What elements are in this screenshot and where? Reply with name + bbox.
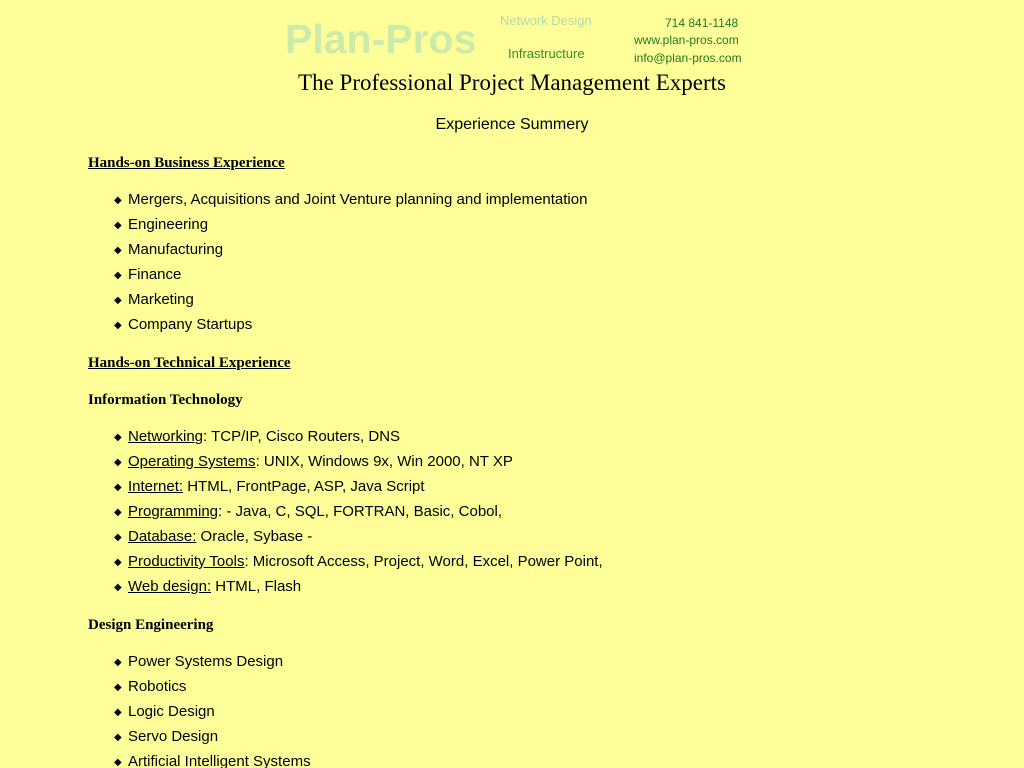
list-item [114, 652, 311, 677]
list-item [114, 677, 311, 702]
list-item [114, 452, 603, 477]
diamond-bullet-icon: ◆ [114, 757, 122, 768]
list-item [114, 315, 587, 340]
design-heading: Design Engineering [88, 617, 214, 633]
list-item-text: Engineering [128, 216, 209, 233]
list-item-text: Finance [128, 266, 182, 283]
diamond-bullet-icon: ◆ [114, 657, 122, 668]
diamond-bullet-icon: ◆ [114, 320, 122, 331]
diamond-bullet-icon: ◆ [114, 270, 122, 281]
link-operating-systems[interactable]: Operating Systems [128, 453, 256, 470]
diamond-bullet-icon: ◆ [114, 732, 122, 743]
diamond-bullet-icon: ◆ [114, 707, 122, 718]
list-item [114, 477, 603, 502]
list-item-text: Servo Design [128, 728, 219, 745]
list-item-text: Company Startups [128, 316, 253, 333]
business-heading: Hands-on Business Experience [88, 155, 285, 171]
business-list [114, 190, 587, 340]
link-internet[interactable]: Internet: [128, 478, 184, 495]
page-title: Experience Summery [435, 116, 589, 133]
diamond-bullet-icon: ◆ [114, 682, 122, 693]
diamond-bullet-icon: ◆ [114, 195, 122, 206]
contact-phone: 714 841-1148 [665, 16, 739, 30]
link-web-design[interactable]: Web design: [128, 578, 212, 595]
technical-heading: Hands-on Technical Experience [88, 355, 291, 371]
link-productivity-tools[interactable]: Productivity Tools [128, 553, 245, 570]
list-item-text: Robotics [128, 678, 187, 695]
list-item-text: Manufacturing [128, 241, 224, 258]
diamond-bullet-icon: ◆ [114, 557, 122, 568]
it-list [114, 427, 603, 602]
tagline: The Professional Project Management Experts [298, 70, 726, 95]
contact-email[interactable]: info@plan-pros.com [634, 51, 742, 65]
list-item-text: : Microsoft Access, Project, Word, Excel, Power Point, [244, 553, 603, 570]
list-item [114, 702, 311, 727]
diamond-bullet-icon: ◆ [114, 245, 122, 256]
diamond-bullet-icon: ◆ [114, 582, 122, 593]
diamond-bullet-icon: ◆ [114, 532, 122, 543]
diamond-bullet-icon: ◆ [114, 220, 122, 231]
list-item-text: : TCP/IP, Cisco Routers, DNS [203, 428, 401, 445]
list-item [114, 527, 603, 552]
tag-infrastructure: Infrastructure [508, 46, 585, 61]
list-item [114, 752, 311, 768]
list-item [114, 265, 587, 290]
list-item-text: Oracle, Sybase - [196, 528, 313, 545]
list-item [114, 502, 603, 527]
contact-website[interactable]: www.plan-pros.com [634, 33, 739, 47]
link-database[interactable]: Database: [128, 528, 197, 545]
list-item-text: Power Systems Design [128, 653, 284, 670]
list-item [114, 552, 603, 577]
list-item [114, 577, 603, 602]
it-heading: Information Technology [88, 392, 243, 408]
list-item-text: Logic Design [128, 703, 215, 720]
tag-network-design: Network Design [500, 13, 592, 28]
list-item-text: HTML, FrontPage, ASP, Java Script [183, 478, 425, 495]
list-item-text: Marketing [128, 291, 194, 308]
diamond-bullet-icon: ◆ [114, 482, 122, 493]
diamond-bullet-icon: ◆ [114, 432, 122, 443]
list-item-text: Mergers, Acquisitions and Joint Venture planning and implementation [128, 191, 588, 208]
list-item-text: HTML, Flash [211, 578, 302, 595]
link-networking[interactable]: Networking [128, 428, 204, 445]
diamond-bullet-icon: ◆ [114, 457, 122, 468]
logo: Plan-Pros [285, 16, 477, 62]
list-item [114, 240, 587, 265]
list-item [114, 427, 603, 452]
diamond-bullet-icon: ◆ [114, 507, 122, 518]
list-item-text: : - Java, C, SQL, FORTRAN, Basic, Cobol, [218, 503, 502, 520]
list-item [114, 215, 587, 240]
list-item-text: Artificial Intelligent Systems [128, 753, 311, 768]
design-list [114, 652, 311, 768]
diamond-bullet-icon: ◆ [114, 295, 122, 306]
link-programming[interactable]: Programming [128, 503, 219, 520]
list-item-text: : UNIX, Windows 9x, Win 2000, NT XP [255, 453, 513, 470]
list-item [114, 290, 587, 315]
list-item [114, 190, 587, 215]
list-item [114, 727, 311, 752]
